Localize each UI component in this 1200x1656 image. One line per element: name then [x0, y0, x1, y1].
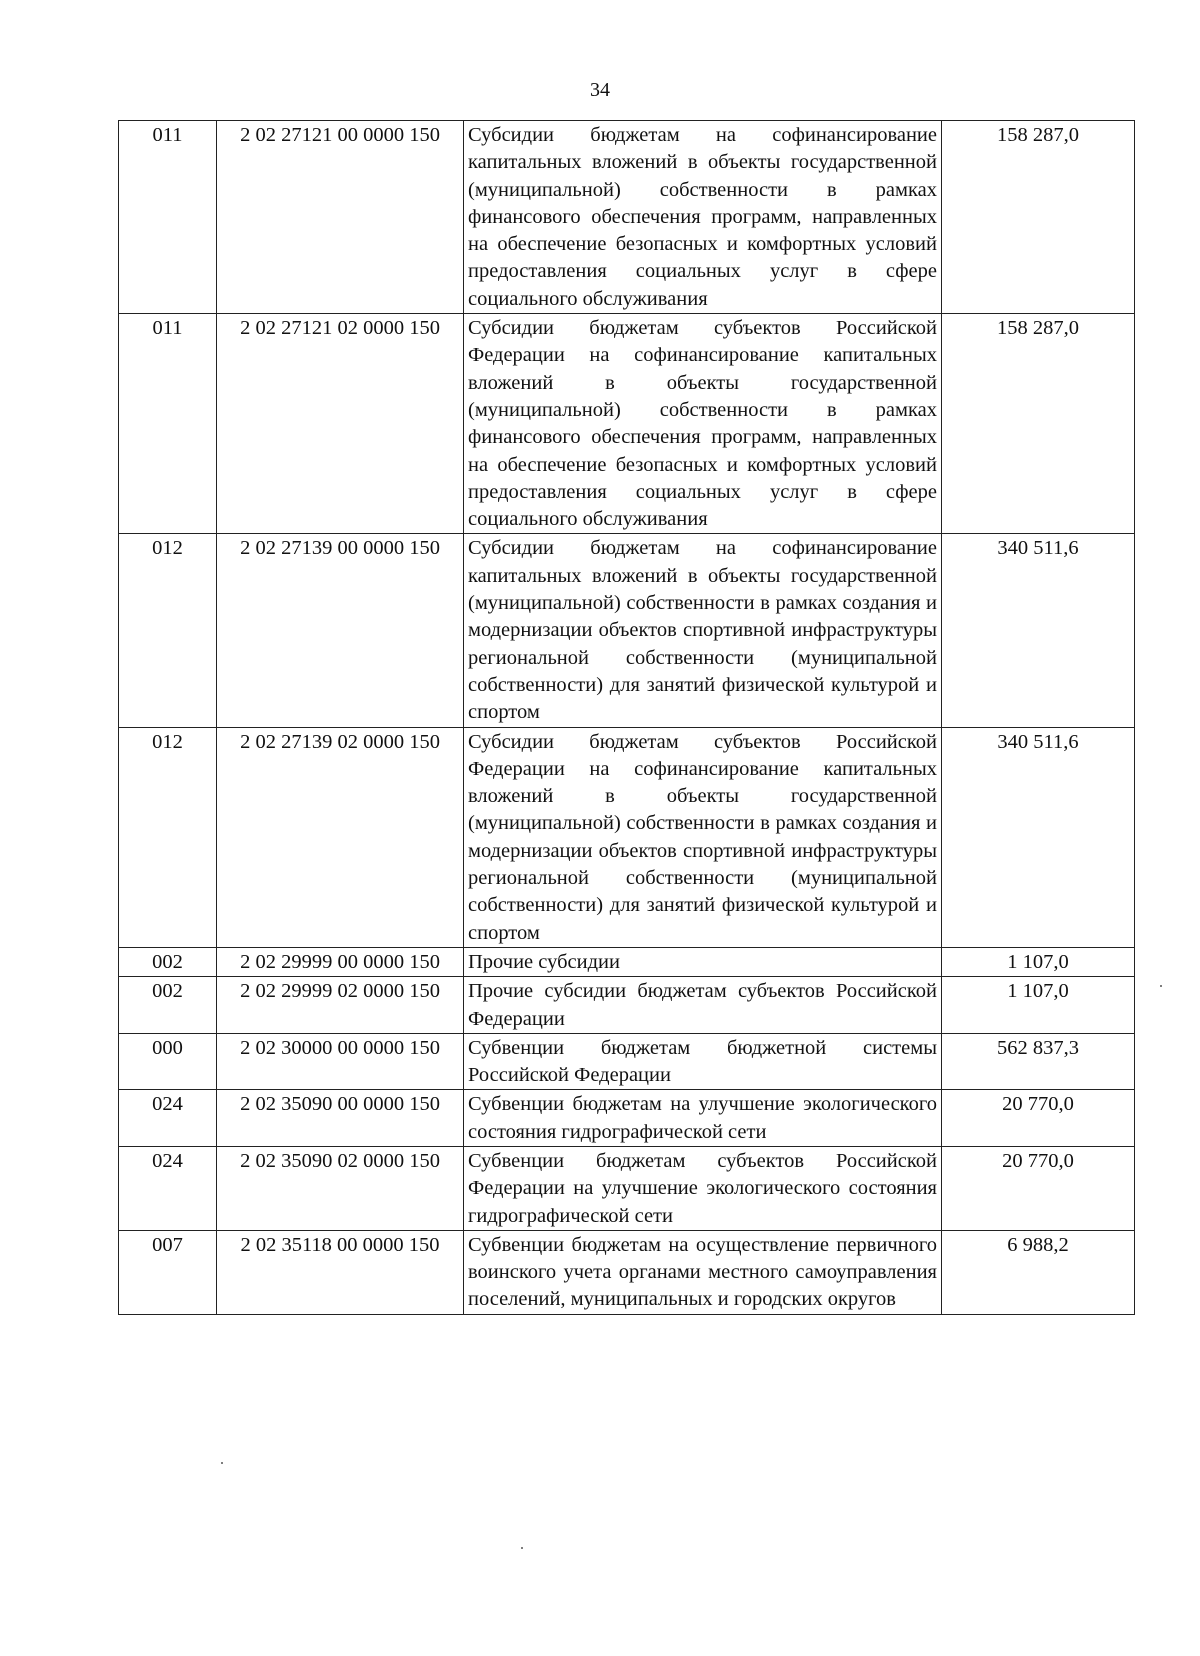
admin-code-cell: 012 — [119, 534, 217, 727]
admin-code-cell: 002 — [119, 977, 217, 1034]
table-row — [119, 977, 1135, 1034]
description-cell: Субсидии бюджетам субъектов Российской Федерации на софинансирование капитальных вложений в объекты государственной (муниципальной) собственности в рамках финансового обеспечения программ, направленных на обеспечение безопасных и комфортных условий предоставления социальных услуг в сфере социального обслуживания — [464, 314, 942, 534]
scan-speck — [221, 1462, 223, 1464]
page-number: 34 — [590, 79, 610, 101]
admin-code-cell: 011 — [119, 314, 217, 534]
table-row — [119, 534, 1135, 727]
budget-code-cell: 2 02 35090 02 0000 150 — [217, 1146, 464, 1230]
description-cell: Субвенции бюджетам на осуществление первичного воинского учета органами местного самоуправления поселений, муниципальных и городских округов — [464, 1230, 942, 1314]
admin-code-cell: 024 — [119, 1146, 217, 1230]
table-row — [119, 1230, 1135, 1314]
budget-code-cell: 2 02 35090 00 0000 150 — [217, 1090, 464, 1147]
table-row — [119, 1146, 1135, 1230]
table-row — [119, 1033, 1135, 1090]
budget-code-cell: 2 02 35118 00 0000 150 — [217, 1230, 464, 1314]
table-row — [119, 121, 1135, 314]
amount-cell: 158 287,0 — [942, 314, 1135, 534]
amount-cell: 340 511,6 — [942, 534, 1135, 727]
budget-code-cell: 2 02 30000 00 0000 150 — [217, 1033, 464, 1090]
budget-code-cell: 2 02 29999 02 0000 150 — [217, 977, 464, 1034]
description-cell: Субсидии бюджетам на софинансирование капитальных вложений в объекты государственной (муниципальной) собственности в рамках финансового обеспечения программ, направленных на обеспечение безопасных и комфортных условий предоставления социальных услуг в сфере социального обслуживания — [464, 121, 942, 314]
scan-speck — [521, 1547, 523, 1549]
amount-cell: 6 988,2 — [942, 1230, 1135, 1314]
amount-cell: 158 287,0 — [942, 121, 1135, 314]
amount-cell: 1 107,0 — [942, 947, 1135, 976]
admin-code-cell: 000 — [119, 1033, 217, 1090]
description-cell: Прочие субсидии — [464, 947, 942, 976]
table-row — [119, 727, 1135, 947]
amount-cell: 20 770,0 — [942, 1090, 1135, 1147]
amount-cell: 562 837,3 — [942, 1033, 1135, 1090]
budget-code-cell: 2 02 27121 02 0000 150 — [217, 314, 464, 534]
description-cell: Субвенции бюджетам бюджетной системы Российской Федерации — [464, 1033, 942, 1090]
description-cell: Прочие субсидии бюджетам субъектов Российской Федерации — [464, 977, 942, 1034]
budget-code-cell: 2 02 27139 00 0000 150 — [217, 534, 464, 727]
budget-code-cell: 2 02 29999 00 0000 150 — [217, 947, 464, 976]
description-cell: Субсидии бюджетам на софинансирование капитальных вложений в объекты государственной (муниципальной) собственности в рамках создания и модернизации объектов спортивной инфраструктуры региональной собственности (муниципальной собственности) для занятий физической культурой и спортом — [464, 534, 942, 727]
description-cell: Субвенции бюджетам субъектов Российской Федерации на улучшение экологического состояния гидрографической сети — [464, 1146, 942, 1230]
budget-code-cell: 2 02 27121 00 0000 150 — [217, 121, 464, 314]
amount-cell: 1 107,0 — [942, 977, 1135, 1034]
admin-code-cell: 011 — [119, 121, 217, 314]
admin-code-cell: 007 — [119, 1230, 217, 1314]
admin-code-cell: 024 — [119, 1090, 217, 1147]
amount-cell: 340 511,6 — [942, 727, 1135, 947]
budget-revenue-table — [118, 120, 1135, 1315]
scan-speck — [1160, 985, 1162, 987]
table-row — [119, 1090, 1135, 1147]
table-row — [119, 314, 1135, 534]
description-cell: Субсидии бюджетам субъектов Российской Федерации на софинансирование капитальных вложений в объекты государственной (муниципальной) собственности в рамках создания и модернизации объектов спортивной инфраструктуры региональной собственности (муниципальной собственности) для занятий физической культурой и спортом — [464, 727, 942, 947]
table-row — [119, 947, 1135, 976]
admin-code-cell: 012 — [119, 727, 217, 947]
admin-code-cell: 002 — [119, 947, 217, 976]
amount-cell: 20 770,0 — [942, 1146, 1135, 1230]
description-cell: Субвенции бюджетам на улучшение экологического состояния гидрографической сети — [464, 1090, 942, 1147]
budget-code-cell: 2 02 27139 02 0000 150 — [217, 727, 464, 947]
